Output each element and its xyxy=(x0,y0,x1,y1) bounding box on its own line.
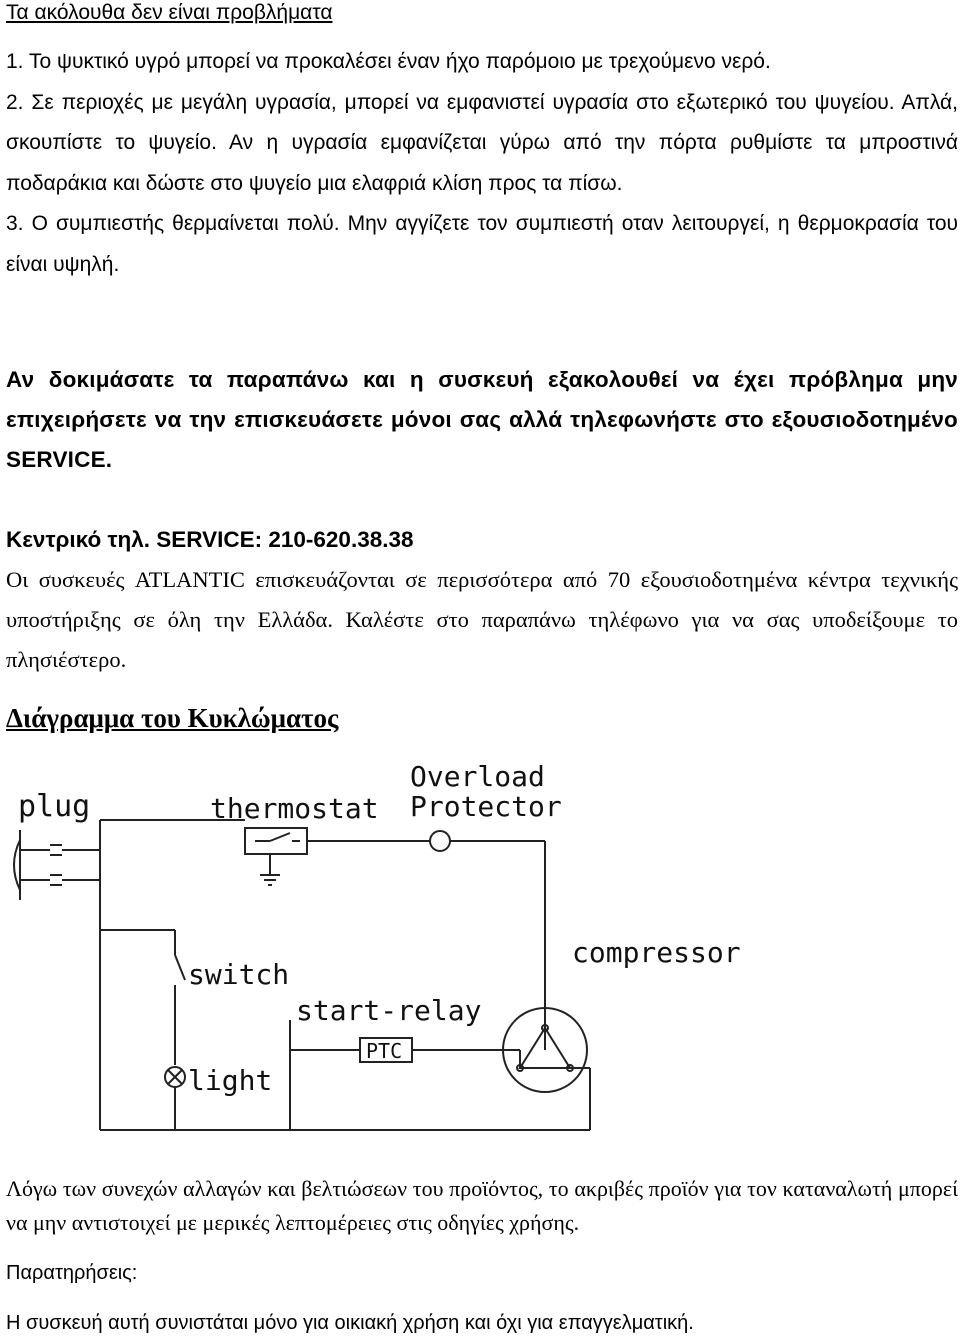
diagram-title: Διάγραμμα του Κυκλώματος xyxy=(6,703,339,733)
not-problems-heading: Τα ακόλουθα δεν είναι προβλήματα xyxy=(6,1,333,24)
circuit-diagram xyxy=(0,750,960,1180)
list-item: 2. Σε περιοχές με μεγάλη υγρασία, μπορεί να εμφανιστεί υγρασία στο εξωτερικό του ψυγείου. Απλά, σκουπίστε το ψυγείο. Αν η υγρασία εμφανίζεται γύρω από την πόρτα ρυθμίστε τα μπροστινά ποδαράκια και δώστε στο ψυγείο μια ελαφριά κλίση προς τα πίσω. xyxy=(6,90,958,195)
list-item: 3. Ο συμπιεστής θερμαίνεται πολύ. Μην αγγίζετε τον συμπιεστή οταν λειτουργεί, η θερμοκρασία του είναι υψηλή. xyxy=(6,212,958,276)
plug-icon xyxy=(14,830,62,900)
start-relay-label: start-relay xyxy=(296,994,482,1027)
not-problems-list xyxy=(6,42,958,285)
product-change-note: Λόγω των συνεχών αλλαγών και βελτιώσεων του προϊόντος, το ακριβές προϊόν για τον καταναλωτή μπορεί να μην αντιστοιχεί με μερικές λεπτομέρειες στις οδηγίες χρήσης. xyxy=(6,1176,958,1235)
compressor-label: compressor xyxy=(572,936,741,969)
switch-symbol xyxy=(175,955,185,980)
thermostat-label: thermostat xyxy=(210,792,379,825)
remarks-text: Η συσκευή αυτή συνιστάται μόνο για οικιακή χρήση και όχι για επαγγελματική. xyxy=(6,1312,694,1334)
list-item: 1. Το ψυκτικό υγρό μπορεί να προκαλέσει έναν ήχο παρόμοιο με τρεχούμενο νερό. xyxy=(6,50,771,73)
plug-label: plug xyxy=(18,789,91,824)
ptc-label: PTC xyxy=(366,1039,403,1063)
overload-label-line1: Overload xyxy=(410,760,545,793)
overload-protector-symbol xyxy=(430,831,450,851)
service-warning: Αν δοκιμάσατε τα παραπάνω και η συσκευή εξακολουθεί να έχει πρόβλημα μην επιχειρήσετε να την επισκευάσετε μόνοι σας αλλά τηλεφωνήστε στο εξουσιοδοτημένο SERVICE. xyxy=(6,367,958,472)
remarks-label: Παρατηρήσεις: xyxy=(6,1262,138,1284)
service-phone: Κεντρικό τηλ. SERVICE: 210-620.38.38 xyxy=(6,527,414,552)
switch-label: switch xyxy=(188,958,290,991)
light-label: light xyxy=(188,1064,273,1097)
atlantic-service-info: Οι συσκευές ATLANTIC επισκευάζονται σε περισσότερα από 70 εξουσιοδοτημένα κέντρα τεχνικής υποστήριξης σε όλη την Ελλάδα. Καλέστε στο παραπάνω τηλέφωνο για να σας υποδείξουμε το πλησιέστερο. xyxy=(6,567,958,672)
overload-label-line2: Protector xyxy=(410,790,562,823)
